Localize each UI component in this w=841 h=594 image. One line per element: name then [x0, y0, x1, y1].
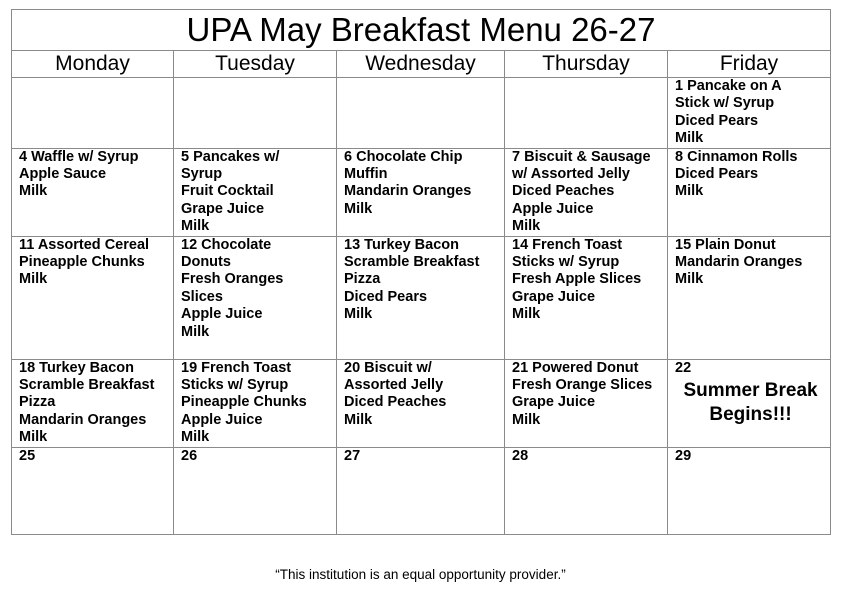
day-header-wednesday: Wednesday: [337, 51, 505, 78]
week-row: [12, 236, 831, 359]
menu-item-line: Milk: [512, 411, 541, 428]
menu-item-line: Mandarin Oranges: [19, 411, 147, 428]
menu-item-line: Diced Pears: [675, 112, 759, 129]
menu-item-line: Milk: [181, 429, 210, 446]
week-row: [12, 78, 831, 149]
menu-item-line: Pizza: [19, 394, 56, 411]
menu-item-line: Diced Pears: [675, 166, 759, 183]
menu-item-line: Milk: [19, 183, 48, 200]
day-header-friday: Friday: [668, 51, 831, 78]
menu-item-date-line: 12 Chocolate: [181, 236, 272, 253]
menu-item-line: Diced Pears: [344, 288, 428, 305]
menu-item-line: Apple Juice: [181, 411, 263, 428]
menu-item-line: Milk: [675, 183, 704, 200]
menu-item-line: Fresh Apple Slices: [512, 271, 642, 288]
menu-item-date-line: 4 Waffle w/ Syrup: [19, 148, 139, 165]
menu-item-line: Mandarin Oranges: [675, 254, 803, 271]
day-cell-tuesday: [174, 148, 337, 236]
menu-item-line: Grape Juice: [181, 200, 265, 217]
menu-item-line: Milk: [19, 429, 48, 446]
day-cell-monday: [12, 78, 174, 149]
menu-item-line: Milk: [512, 306, 541, 323]
summer-break-line: Summer Break: [683, 380, 818, 402]
day-cell-wednesday: [337, 359, 505, 447]
day-cell-tuesday: [174, 236, 337, 359]
day-cell-tuesday: [174, 359, 337, 447]
menu-item-date-line: 13 Turkey Bacon: [344, 236, 459, 253]
menu-item-date-line: 20 Biscuit w/: [344, 359, 432, 376]
menu-item-line: Assorted Jelly: [344, 377, 444, 394]
day-cell-friday: [668, 447, 831, 534]
menu-item-line: Milk: [675, 130, 704, 147]
menu-item-line: Diced Peaches: [512, 183, 615, 200]
menu-item-line: Pizza: [344, 271, 381, 288]
day-cell-wednesday: [337, 78, 505, 149]
menu-item-date-line: 8 Cinnamon Rolls: [675, 148, 798, 165]
menu-calendar: [11, 9, 831, 535]
menu-item-date-line: 15 Plain Donut: [675, 236, 776, 253]
menu-item-date-line: 21 Powered Donut: [512, 359, 639, 376]
menu-item-line: Fruit Cocktail: [181, 183, 274, 200]
menu-item-line: Milk: [512, 218, 541, 235]
day-cell-friday: [668, 78, 831, 149]
menu-item-date-line: 19 French Toast: [181, 359, 292, 376]
menu-item-line: Sticks w/ Syrup: [512, 254, 620, 271]
menu-item-date-line: 6 Chocolate Chip: [344, 148, 463, 165]
menu-item-line: Donuts: [181, 254, 231, 271]
menu-item-line: Muffin: [344, 166, 388, 183]
menu-item-date-line: 28: [512, 447, 529, 464]
day-cell-monday: [12, 447, 174, 534]
menu-item-line: Pineapple Chunks: [19, 254, 145, 271]
menu-item-date-line: 27: [344, 447, 361, 464]
menu-item-date-line: 11 Assorted Cereal: [19, 236, 150, 253]
day-cell-thursday: [505, 148, 668, 236]
day-cell-wednesday: [337, 447, 505, 534]
menu-item-line: Grape Juice: [512, 288, 596, 305]
day-cell-monday: [12, 148, 174, 236]
day-header-monday: Monday: [12, 51, 174, 78]
menu-item-line: Milk: [344, 306, 373, 323]
menu-item-date-line: 29: [675, 447, 692, 464]
menu-item-line: Stick w/ Syrup: [675, 95, 775, 112]
menu-item-line: Diced Peaches: [344, 394, 447, 411]
menu-item-line: Mandarin Oranges: [344, 183, 472, 200]
menu-item-line: Fresh Oranges: [181, 271, 284, 288]
day-cell-wednesday: [337, 236, 505, 359]
menu-item-line: Apple Sauce: [19, 166, 107, 183]
menu-item-date-line: 22: [675, 359, 692, 376]
day-cell-thursday: [505, 236, 668, 359]
menu-item-line: Milk: [19, 271, 48, 288]
day-cell-friday: [668, 359, 831, 447]
week-row: [12, 447, 831, 534]
menu-item-line: Fresh Orange Slices: [512, 377, 653, 394]
menu-item-line: Syrup: [181, 166, 223, 183]
day-cell-monday: [12, 236, 174, 359]
day-cell-friday: [668, 148, 831, 236]
menu-item-line: Milk: [344, 411, 373, 428]
menu-item-line: Slices: [181, 288, 223, 305]
day-header-thursday: Thursday: [505, 51, 668, 78]
menu-item-date-line: 25: [19, 447, 36, 464]
menu-item-line: Milk: [181, 323, 210, 340]
summer-break-note: [675, 379, 826, 427]
menu-item-line: w/ Assorted Jelly: [512, 166, 630, 183]
weeks-body: [12, 78, 831, 535]
day-cell-monday: [12, 359, 174, 447]
day-cell-tuesday: [174, 447, 337, 534]
day-cell-thursday: [505, 359, 668, 447]
menu-item-date-line: 14 French Toast: [512, 236, 623, 253]
menu-item-line: Grape Juice: [512, 394, 596, 411]
page-title: UPA May Breakfast Menu 26-27: [12, 10, 831, 51]
menu-item-line: Apple Juice: [512, 200, 594, 217]
menu-item-line: Milk: [675, 271, 704, 288]
week-row: [12, 148, 831, 236]
menu-item-line: Sticks w/ Syrup: [181, 377, 289, 394]
menu-item-line: Milk: [181, 218, 210, 235]
day-cell-friday: [668, 236, 831, 359]
menu-item-date-line: 1 Pancake on A: [675, 78, 782, 94]
day-header-tuesday: Tuesday: [174, 51, 337, 78]
menu-item-date-line: 18 Turkey Bacon: [19, 359, 134, 376]
day-cell-wednesday: [337, 148, 505, 236]
menu-item-line: Pineapple Chunks: [181, 394, 307, 411]
menu-item-date-line: 7 Biscuit & Sausage: [512, 148, 651, 165]
week-row: [12, 359, 831, 447]
menu-item-date-line: 26: [181, 447, 198, 464]
day-cell-thursday: [505, 447, 668, 534]
menu-item-line: Milk: [344, 200, 373, 217]
day-cell-thursday: [505, 78, 668, 149]
day-cell-tuesday: [174, 78, 337, 149]
menu-item-date-line: 5 Pancakes w/: [181, 148, 280, 165]
menu-item-line: Scramble Breakfast: [19, 377, 155, 394]
summer-break-line: Begins!!!: [709, 404, 792, 426]
menu-item-line: Apple Juice: [181, 306, 263, 323]
footer-statement: “This institution is an equal opportunity provider.”: [275, 567, 566, 582]
menu-item-line: Scramble Breakfast: [344, 254, 480, 271]
